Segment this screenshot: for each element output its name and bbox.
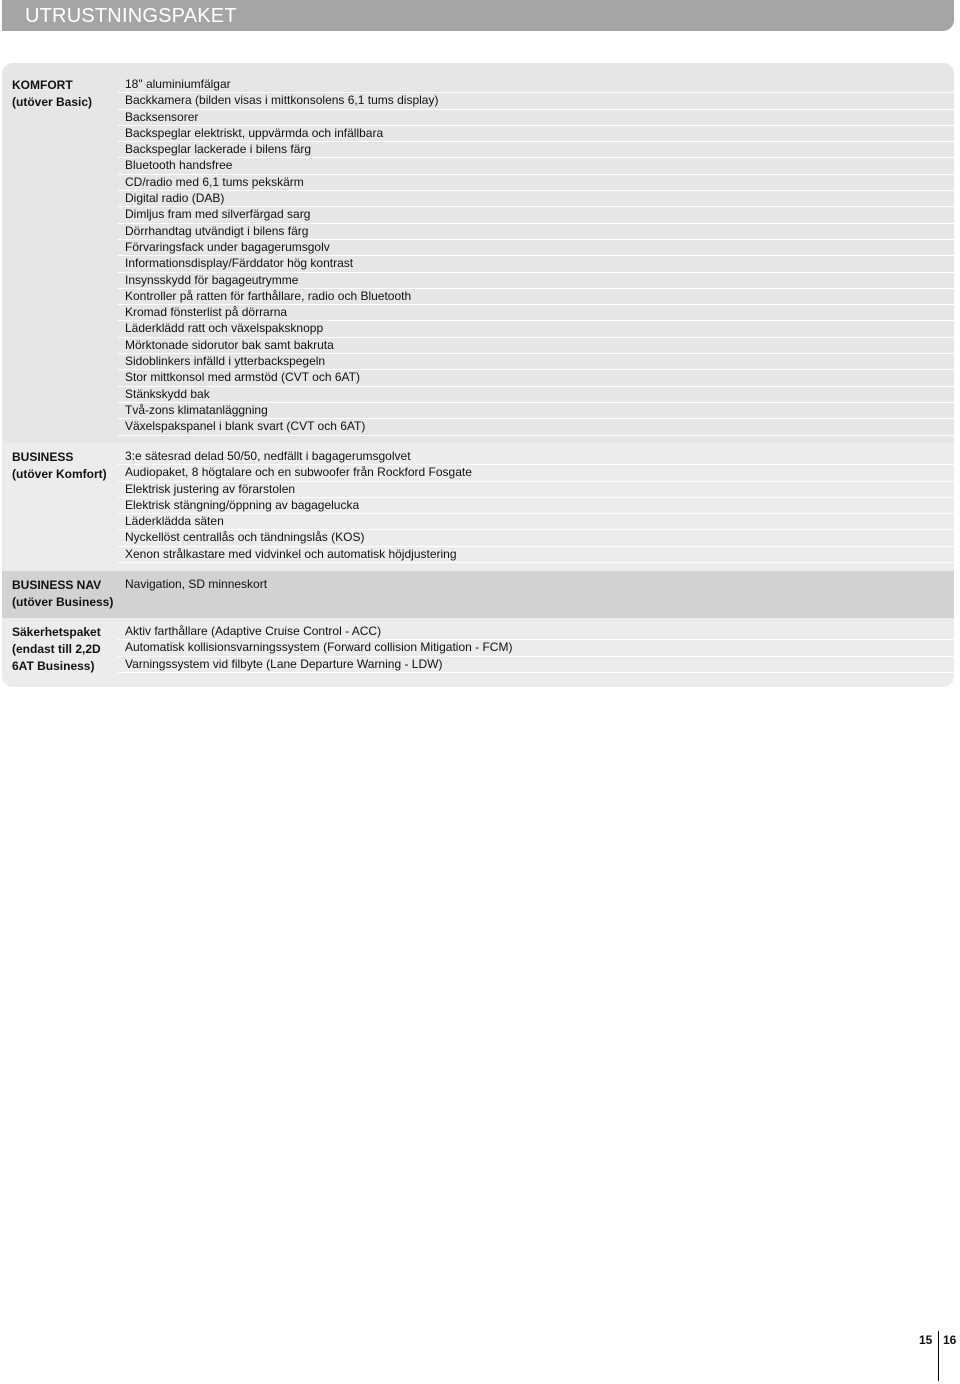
- package-business-nav: [2, 571, 954, 618]
- page-header: [2, 0, 954, 31]
- feature-item: Digital radio (DAB): [118, 191, 954, 207]
- feature-item: Insynsskydd för bagageutrymme: [118, 273, 954, 289]
- package-label: [12, 577, 116, 611]
- page-divider: [938, 1331, 939, 1381]
- feature-item: Läderklädda säten: [118, 514, 954, 530]
- feature-item: Förvaringsfack under bagagerumsgolv: [118, 240, 954, 256]
- feature-item: Växelspakspanel i blank svart (CVT och 6AT): [118, 419, 954, 435]
- feature-item: Elektrisk justering av förarstolen: [118, 482, 954, 498]
- package-basis: (endast till 2,2D: [12, 642, 101, 656]
- package-name: Säkerhetspaket: [12, 625, 101, 639]
- feature-item: Backspeglar lackerade i bilens färg: [118, 142, 954, 158]
- package-komfort: [2, 63, 954, 443]
- package-basis: (utöver Business): [12, 595, 114, 609]
- feature-item: Backspeglar elektriskt, uppvärmda och infällbara: [118, 126, 954, 142]
- package-basis: (utöver Basic): [12, 95, 93, 109]
- feature-list: [118, 577, 954, 592]
- feature-item: Kontroller på ratten för farthållare, radio och Bluetooth: [118, 289, 954, 305]
- feature-item: Elektrisk stängning/öppning av bagagelucka: [118, 498, 954, 514]
- feature-item: Bluetooth handsfree: [118, 158, 954, 174]
- feature-list: [118, 624, 954, 673]
- feature-item: Backsensorer: [118, 110, 954, 126]
- package-basis: (utöver Komfort): [12, 467, 107, 481]
- package-label: [12, 449, 116, 483]
- feature-list: [118, 449, 954, 563]
- feature-item: Två-zons klimatanläggning: [118, 403, 954, 419]
- page-number-left: 15: [919, 1333, 933, 1347]
- feature-item: Xenon strålkastare med vidvinkel och automatisk höjdjustering: [118, 547, 954, 563]
- feature-item: Aktiv farthållare (Adaptive Cruise Control - ACC): [118, 624, 954, 640]
- package-name: BUSINESS: [12, 450, 74, 464]
- equipment-table: [2, 63, 954, 687]
- feature-item: Dörrhandtag utvändigt i bilens färg: [118, 224, 954, 240]
- package-business: [2, 443, 954, 571]
- package-name: BUSINESS NAV: [12, 578, 102, 592]
- package-label: [12, 77, 116, 111]
- feature-item: Mörktonade sidorutor bak samt bakruta: [118, 338, 954, 354]
- feature-list: [118, 77, 954, 436]
- feature-item: Varningssystem vid filbyte (Lane Departure Warning - LDW): [118, 657, 954, 673]
- feature-item: Stor mittkonsol med armstöd (CVT och 6AT): [118, 370, 954, 386]
- feature-item: Dimljus fram med silverfärgad sarg: [118, 207, 954, 223]
- page-number-right: 16: [943, 1333, 957, 1347]
- feature-item: 18" aluminiumfälgar: [118, 77, 954, 93]
- feature-item: Kromad fönsterlist på dörrarna: [118, 305, 954, 321]
- feature-item: Automatisk kollisionsvarningssystem (Forward collision Mitigation - FCM): [118, 640, 954, 656]
- feature-item: Sidoblinkers infälld i ytterbackspegeln: [118, 354, 954, 370]
- package-name: KOMFORT: [12, 78, 73, 92]
- page-numbers: [918, 1331, 960, 1381]
- feature-item: Audiopaket, 8 högtalare och en subwoofer från Rockford Fosgate: [118, 465, 954, 481]
- feature-item: Stänkskydd bak: [118, 387, 954, 403]
- page-title: UTRUSTNINGSPAKET: [25, 5, 237, 27]
- feature-item: Läderklädd ratt och växelspaksknopp: [118, 321, 954, 337]
- package-basis-cont: 6AT Business): [12, 659, 95, 673]
- feature-item: Informationsdisplay/Färddator hög kontrast: [118, 256, 954, 272]
- feature-item: Backkamera (bilden visas i mittkonsolens 6,1 tums display): [118, 93, 954, 109]
- package-sakerhetspaket: [2, 618, 954, 687]
- feature-item: CD/radio med 6,1 tums pekskärm: [118, 175, 954, 191]
- feature-item: Nyckellöst centrallås och tändningslås (KOS): [118, 530, 954, 546]
- feature-item: 3:e sätesrad delad 50/50, nedfällt i bagagerumsgolvet: [118, 449, 954, 465]
- package-label: [12, 624, 116, 675]
- feature-item: Navigation, SD minneskort: [125, 577, 268, 591]
